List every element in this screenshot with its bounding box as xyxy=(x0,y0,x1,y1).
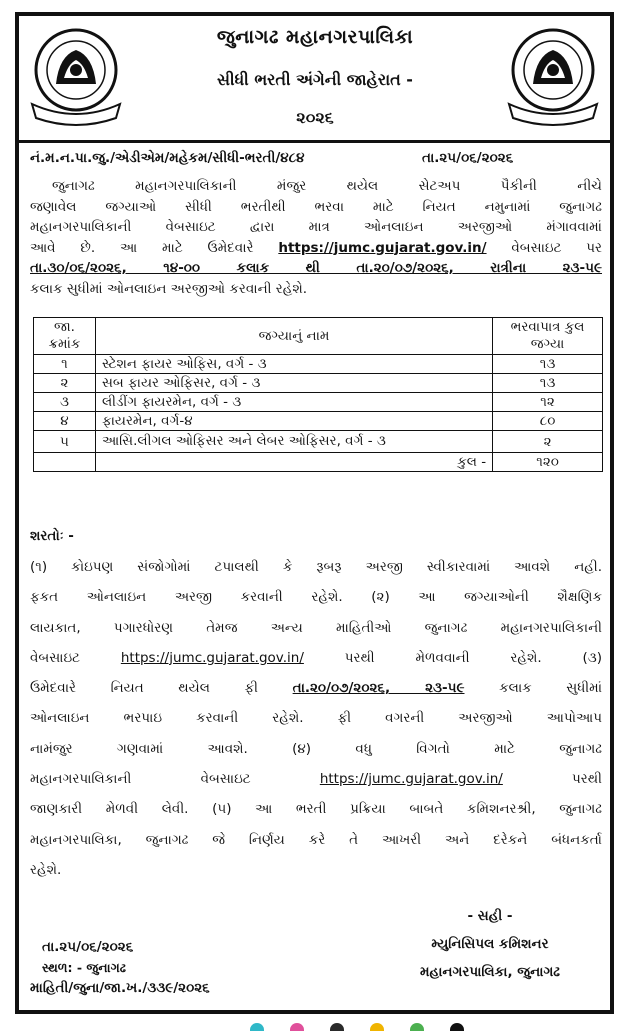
condition-text: પરથી મેળવવાની રહેશે. (૩) xyxy=(344,649,602,666)
header-divider xyxy=(18,140,611,143)
intro-line: જણાવેલ જગ્યાઓ સીધી ભરતીથી ભરવા માટે નિયત નમુનામાં જુનાગઢ xyxy=(30,198,602,215)
issue-details xyxy=(30,935,210,999)
table-total-row xyxy=(34,453,603,472)
table-header-row xyxy=(34,318,603,355)
condition-text: મહાનગરપાલિકાની વેબસાઇટ xyxy=(30,771,251,788)
row-number: ૩ xyxy=(34,393,96,412)
row-vacancies: ૮૦ xyxy=(493,412,603,431)
notice-year: ૨૦૨૬ xyxy=(296,108,334,127)
intro-text: વેબસાઇટ પર xyxy=(511,239,602,256)
condition-line: નામંજુર ગણવામાં આવશે. (૪) વધુ વિગતો માટે જુનાગઢ xyxy=(30,740,602,757)
website-link[interactable]: https://jumc.gujarat.gov.in/ xyxy=(278,239,487,256)
intro-line: જુનાગઢ મહાનગરપાલિકાની મંજુર થયેલ સેટઅપ પૈકીની નીચે xyxy=(52,178,602,194)
col-header-number: જા. ક્રમાંક xyxy=(34,318,96,355)
condition-line xyxy=(30,673,602,703)
fee-deadline: તા.૨૦/૦૭/૨૦૨૬, ૨૩-૫૯ xyxy=(292,680,465,697)
condition-text: ઉમેદવારે નિયત થયેલ ફી xyxy=(30,680,259,697)
notice-subtitle: સીધી ભરતી અંગેની જાહેરાત - xyxy=(217,70,413,89)
row-number: ૨ xyxy=(34,374,96,393)
table-row xyxy=(34,393,603,412)
issue-date: તા.૨૫/૦૬/૨૦૨૬ xyxy=(42,939,134,955)
strip-dot xyxy=(250,1023,264,1031)
condition-line: લાયકાત, પગારધોરણ તેમજ અન્ય માહિતીઓ જુનાગઢ મહાનગરપાલિકાની xyxy=(30,619,602,636)
condition-line: રહેશે. xyxy=(30,861,62,878)
row-vacancies: ૨ xyxy=(493,431,603,453)
info-reference: માહિતી/જુના/જા.ખ./૩૩૯/૨૦૨૬ xyxy=(30,980,210,996)
strip-dot xyxy=(330,1023,344,1031)
signature-sd: - સહી - xyxy=(467,908,513,924)
condition-line: જાણકારી મેળવી લેવી. (૫) આ ભરતી પ્રક્રિયા બાબતે કમિશનરશ્રી, જુનાગઢ xyxy=(30,801,602,818)
signature-block xyxy=(380,902,600,986)
row-post-name: આસિ.લીગલ ઓફિસર અને લેબર ઓફિસર, વર્ગ - ૩ xyxy=(95,431,492,453)
conditions-heading: શરતોઃ - xyxy=(30,528,74,544)
condition-line xyxy=(30,643,602,673)
reference-date: તા.૨૫/૦૬/૨૦૨૬ xyxy=(422,150,514,166)
row-number: ૪ xyxy=(34,412,96,431)
signature-office: મહાનગરપાલિકા, જુનાગઢ xyxy=(419,964,561,980)
condition-text: કલાક સુધીમાં xyxy=(499,680,602,697)
intro-text: આવે છે. આ માટે ઉમેદવારે xyxy=(30,239,254,256)
col-header-post-name: જગ્યાનું નામ xyxy=(95,318,492,355)
issue-place: સ્થળ: - જુનાગઢ xyxy=(42,960,126,975)
signature-designation: મ્યુનિસિપલ કમિશનર xyxy=(431,936,549,952)
website-link[interactable]: https://jumc.gujarat.gov.in/ xyxy=(319,771,503,788)
condition-line: ઓનલાઇન ભરપાઇ કરવાની રહેશે. ફી વગરની અરજીઓ આપોઆપ xyxy=(30,710,602,727)
row-vacancies: ૧૨ xyxy=(493,393,603,412)
table-row xyxy=(34,431,603,453)
conditions-paragraph xyxy=(30,552,602,885)
intro-line xyxy=(30,238,602,259)
strip-dot xyxy=(370,1023,384,1031)
municipal-seal-logo-right xyxy=(503,26,603,128)
total-label: કુલ - xyxy=(95,453,492,472)
intro-line: મહાનગરપાલિકાની વેબસાઇટ દ્વારા માત્ર ઓનલાઇન અરજીઓ મંગાવવામાં xyxy=(30,219,602,235)
table-row xyxy=(34,374,603,393)
strip-dot xyxy=(410,1023,424,1031)
strip-dot xyxy=(290,1023,304,1031)
reference-line xyxy=(30,150,600,166)
website-link[interactable]: https://jumc.gujarat.gov.in/ xyxy=(120,649,304,666)
condition-line: મહાનગરપાલિકા, જુનાગઢ જે નિર્ણય કરે તે આખરી અને દરેકને બંધનકર્તા xyxy=(30,831,602,848)
condition-line xyxy=(30,764,602,794)
table-row xyxy=(34,355,603,374)
row-post-name: લીડીંગ ફાયરમેન, વર્ગ - ૩ xyxy=(95,393,492,412)
condition-text: વેબસાઇટ xyxy=(30,649,81,666)
row-vacancies: ૧૩ xyxy=(493,355,603,374)
row-post-name: સ્ટેશન ફાયર ઓફિસ, વર્ગ - ૩ xyxy=(95,355,492,374)
total-vacancies: ૧૨૦ xyxy=(493,453,603,472)
row-vacancies: ૧૩ xyxy=(493,374,603,393)
intro-paragraph xyxy=(30,176,602,299)
total-blank-cell xyxy=(34,453,96,472)
row-number: ૫ xyxy=(34,431,96,453)
color-dot-strip xyxy=(250,1016,550,1024)
application-period: તા.૩૦/૦૬/૨૦૨૬, ૧૪-૦૦ કલાક થી તા.૨૦/૦૭/૨૦૨૬, રાત્રીના ૨૩-૫૯ xyxy=(30,260,602,276)
row-post-name: સબ ફાયર ઓફિસર, વર્ગ - ૩ xyxy=(95,374,492,393)
condition-line: ફકત ઓનલાઇન અરજી કરવાની રહેશે. (૨) આ જગ્યાઓની શૈક્ષણિક xyxy=(30,589,602,606)
col-header-vacancies: ભરવાપાત્ર કુલ જગ્યા xyxy=(493,318,603,355)
notice-title: જુનાગઢ મહાનગરપાલિકા xyxy=(216,26,414,48)
row-number: ૧ xyxy=(34,355,96,374)
condition-line: (૧) કોઇપણ સંજોગોમાં ટપાલથી કે રૂબરૂ અરજી સ્વીકારવામાં આવશે નહી. xyxy=(30,559,602,575)
row-post-name: ફાયરમેન, વર્ગ-૪ xyxy=(95,412,492,431)
condition-text: પરથી xyxy=(572,771,602,788)
intro-line: કલાક સુધીમાં ઓનલાઇન અરજીઓ કરવાની રહેશે. xyxy=(30,280,308,297)
municipal-seal-logo-left xyxy=(26,26,126,128)
strip-dot xyxy=(450,1023,464,1031)
table-row xyxy=(34,412,603,431)
reference-number: નં.મ.ન.પા.જુ./એડીએમ/મહેકમ/સીધી-ભરતી/૪૮૪ xyxy=(30,150,305,166)
vacancy-table xyxy=(33,317,603,472)
